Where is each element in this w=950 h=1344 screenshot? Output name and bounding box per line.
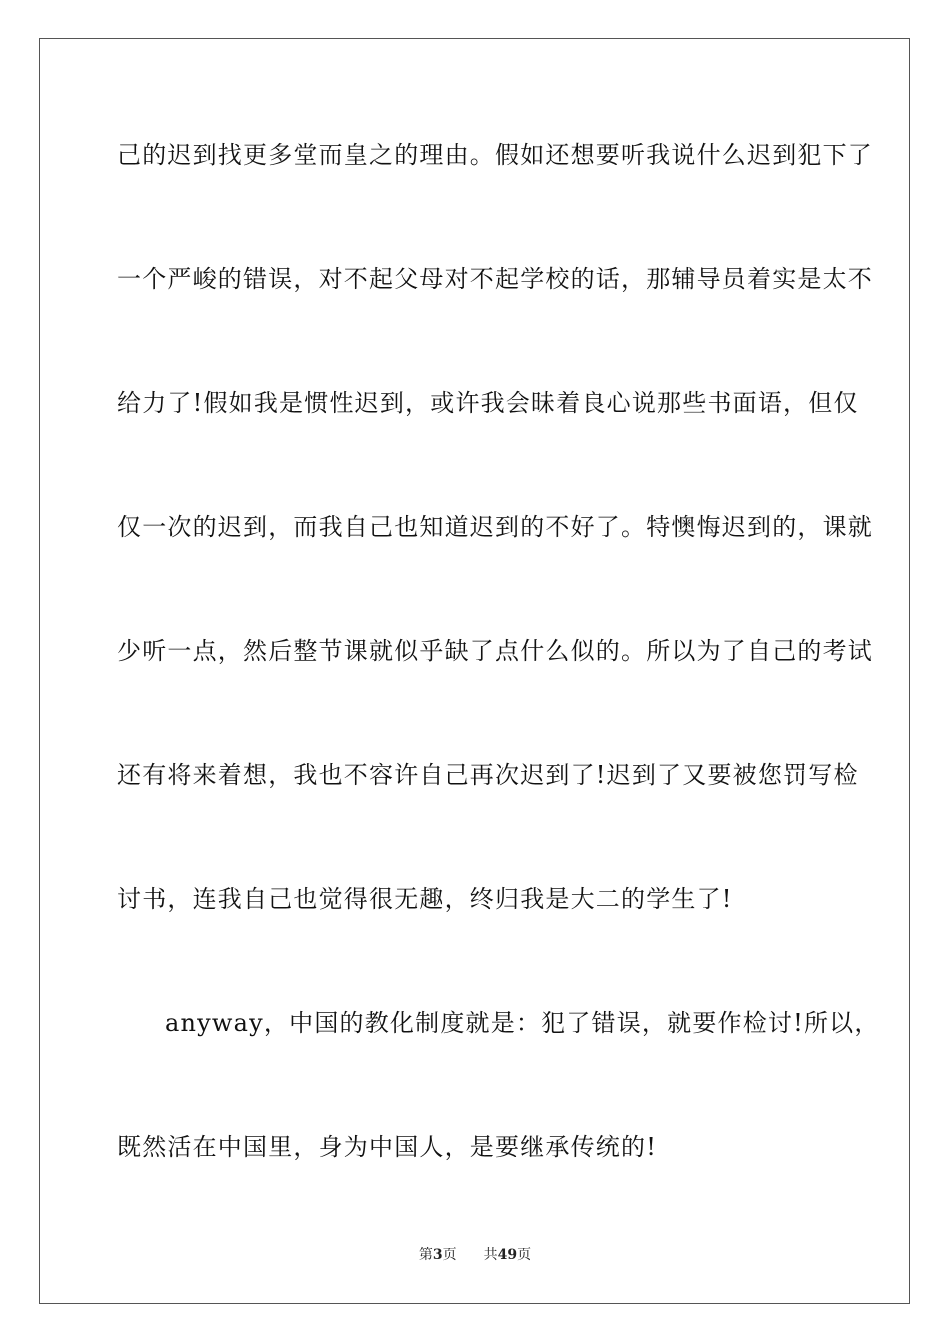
page-border xyxy=(39,38,910,1304)
paragraph-1-line-1: 己的迟到找更多堂而皇之的理由。假如还想要听我说什么迟到犯下了 xyxy=(117,141,873,169)
paragraph-2-line-2: 既然活在中国里，身为中国人，是要继承传统的! xyxy=(117,1133,658,1161)
paragraph-2-line-1: anyway，中国的教化制度就是：犯了错误，就要作检讨!所以， xyxy=(165,1009,880,1037)
paragraph-1-line-3: 给力了!假如我是惯性迟到，或许我会昧着良心说那些书面语，但仅 xyxy=(117,389,859,417)
paragraph-1-line-7: 讨书，连我自己也觉得很无趣，终归我是大二的学生了! xyxy=(117,885,733,913)
page-footer xyxy=(0,1246,950,1264)
paragraph-1-line-6: 还有将来着想，我也不容许自己再次迟到了!迟到了又要被您罚写检 xyxy=(117,761,859,789)
paragraph-1-line-4: 仅一次的迟到，而我自己也知道迟到的不好了。特懊悔迟到的，课就 xyxy=(117,513,873,541)
total-page-count: 49 xyxy=(497,1247,518,1263)
current-page-number: 3 xyxy=(432,1247,443,1263)
paragraph-1-line-2: 一个严峻的错误，对不起父母对不起学校的话，那辅导员着实是太不 xyxy=(117,265,873,293)
total-pages-label: 共49页 xyxy=(483,1247,532,1263)
paragraph-1-line-5: 少听一点，然后整节课就似乎缺了点什么似的。所以为了自己的考试 xyxy=(117,637,873,665)
page-number-label: 第3页 xyxy=(418,1247,457,1263)
